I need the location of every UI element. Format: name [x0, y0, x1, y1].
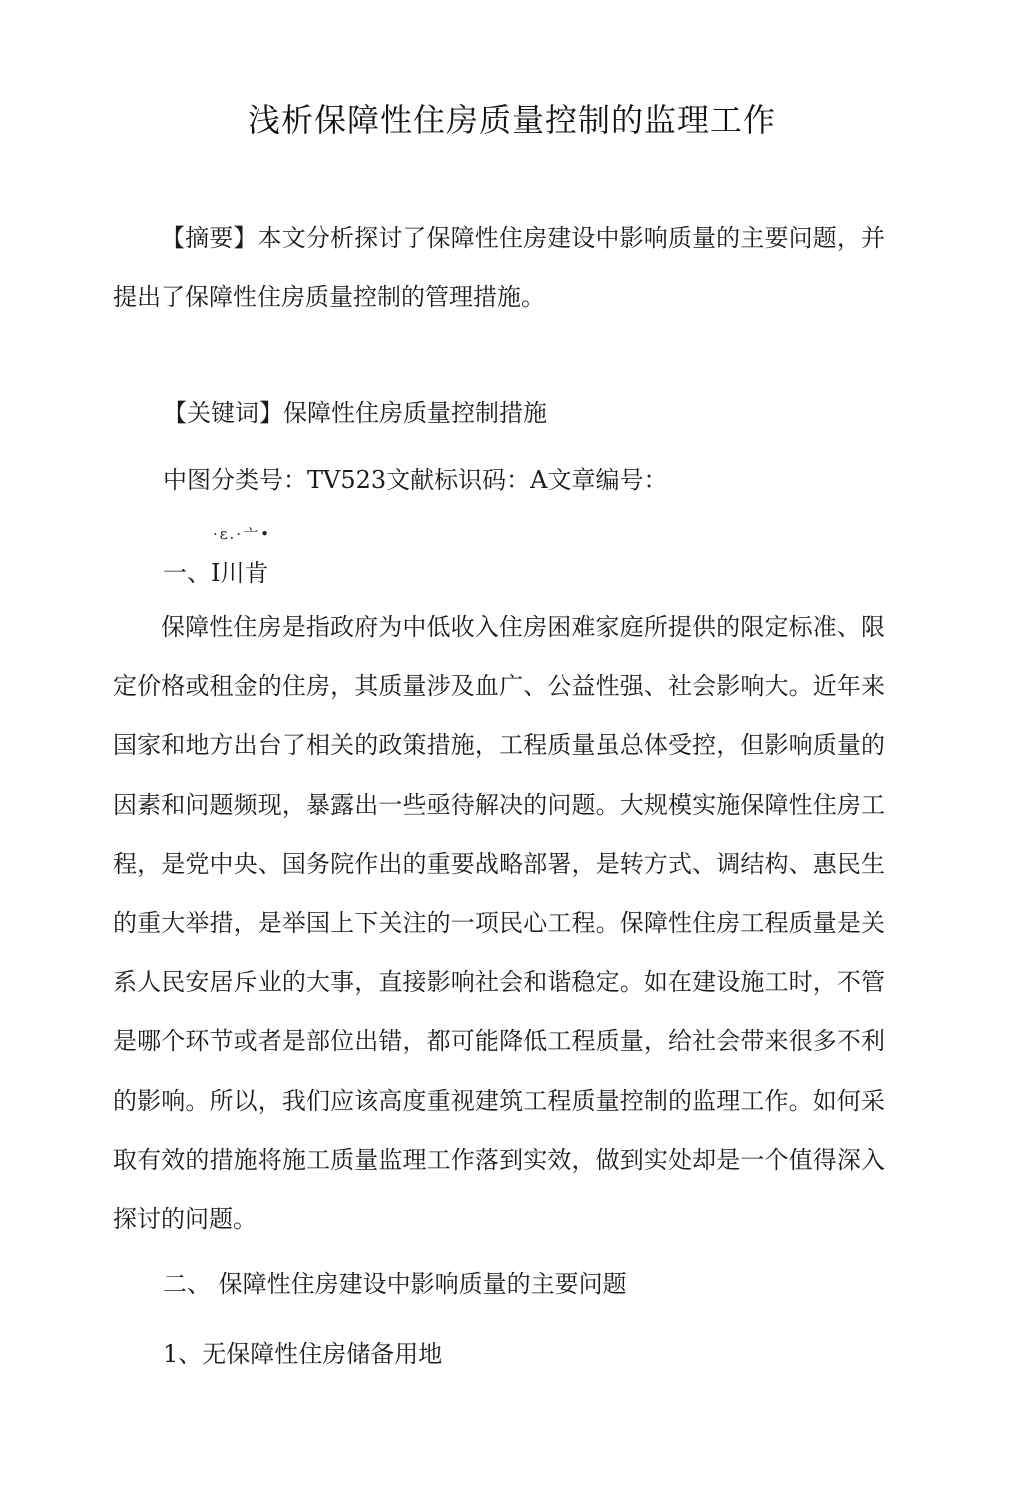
classification-line: 中图分类号：TV523文献标识码：A文章编号：	[163, 466, 668, 494]
abstract-paragraph: 【摘要】本文分析探讨了保障性住房建设中影响质量的主要问题，并提出了保障性住房质量控制的管理措施。	[113, 224, 885, 312]
section-heading-1: 一、I川肯	[163, 559, 269, 587]
subsection-heading-1: 1、无保障性住房储备用地	[163, 1340, 443, 1368]
document-title: 浅析保障性住房质量控制的监理工作	[247, 101, 776, 139]
scan-artifact-text: ·ε.·亠•	[213, 525, 271, 543]
body-paragraph-1: 保障性住房是指政府为中低收入住房困难家庭所提供的限定标准、限定价格或租金的住房，其质量涉及血广、公益性强、社会影响大。近年来国家和地方出台了相关的政策措施，工程质量虽总体受控，但影响质量的因素和问题频现，暴露出一些亟待解决的问题。大规模实施保障性住房工程，是党中央、国务院作出的重要战略部署，是转方式、调结构、惠民生的重大举措，是举国上下关注的一项民心工程。保障性住房工程质量是关系人民安居斥业的大事，直接影响社会和谐稳定。如在建设施工时，不管是哪个环节或者是部位出错，都可能降低工程质量，给社会带来很多不利的影响。所以，我们应该高度重视建筑工程质量控制的监理工作。如何采取有效的措施将施工质量监理工作落到实效，做到实处却是一个值得深入探讨的问题。	[113, 613, 885, 1234]
section-heading-2: 二、 保障性住房建设中影响质量的主要问题	[163, 1270, 627, 1298]
keywords-line: 【关键词】保障性住房质量控制措施	[163, 399, 547, 427]
